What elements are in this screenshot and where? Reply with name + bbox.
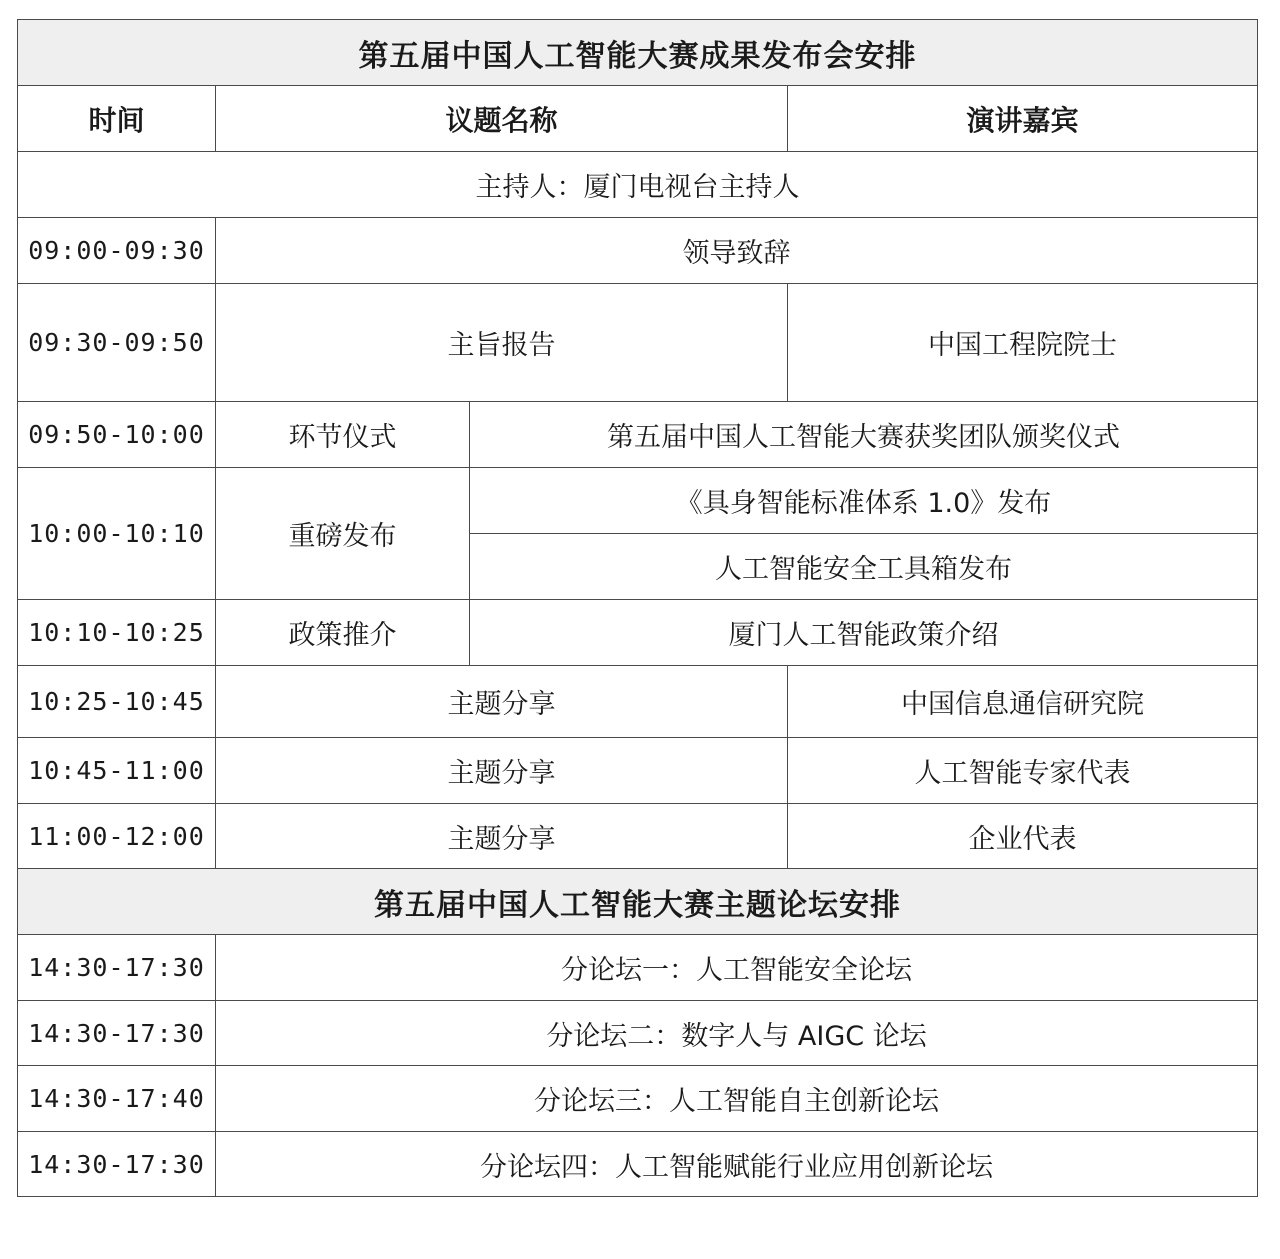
speaker-cell: 企业代表	[788, 804, 1258, 869]
item-cell: 第五届中国人工智能大赛获奖团队颁奖仪式	[470, 402, 1258, 468]
host-row	[18, 152, 1258, 218]
host-cell: 主持人：厦门电视台主持人	[18, 152, 1258, 218]
time-cell: 10:00-10:10	[18, 468, 216, 600]
time-cell: 10:45-11:00	[18, 738, 216, 804]
time-cell: 09:50-10:00	[18, 402, 216, 468]
item-cell: 厦门人工智能政策介绍	[470, 600, 1258, 666]
time-cell: 09:00-09:30	[18, 218, 216, 284]
topic-cell: 主题分享	[216, 804, 788, 869]
item-cell: 《具身智能标准体系 1.0》发布	[470, 468, 1258, 534]
table-row	[18, 1001, 1258, 1066]
header-topic: 议题名称	[216, 86, 788, 152]
time-cell: 10:10-10:25	[18, 600, 216, 666]
segment-cell: 重磅发布	[216, 468, 470, 600]
topic-cell: 主题分享	[216, 738, 788, 804]
topic-cell: 主旨报告	[216, 284, 788, 402]
topic-cell: 领导致辞	[216, 218, 1258, 284]
header-time: 时间	[18, 86, 216, 152]
table-row	[18, 468, 1258, 534]
schedule-sheet	[17, 19, 1258, 1197]
segment-cell: 环节仪式	[216, 402, 470, 468]
forum-name-cell: 分论坛四：人工智能赋能行业应用创新论坛	[216, 1132, 1258, 1197]
launch-title: 第五届中国人工智能大赛成果发布会安排	[18, 20, 1258, 86]
table-row	[18, 1066, 1258, 1132]
header-row	[18, 86, 1258, 152]
table-row	[18, 738, 1258, 804]
segment-cell: 政策推介	[216, 600, 470, 666]
table-row	[18, 935, 1258, 1001]
time-cell: 14:30-17:40	[18, 1066, 216, 1132]
table-row	[18, 804, 1258, 869]
speaker-cell: 中国信息通信研究院	[788, 666, 1258, 738]
table-row	[18, 1132, 1258, 1197]
time-cell: 14:30-17:30	[18, 935, 216, 1001]
time-cell: 14:30-17:30	[18, 1001, 216, 1066]
forum-name-cell: 分论坛一：人工智能安全论坛	[216, 935, 1258, 1001]
time-cell: 10:25-10:45	[18, 666, 216, 738]
table-row	[18, 284, 1258, 402]
table-row	[18, 402, 1258, 468]
speaker-cell: 人工智能专家代表	[788, 738, 1258, 804]
table-row	[18, 600, 1258, 666]
topic-cell: 主题分享	[216, 666, 788, 738]
launch-title-row	[18, 20, 1258, 86]
forum-name-cell: 分论坛二：数字人与 AIGC 论坛	[216, 1001, 1258, 1066]
forum-name-cell: 分论坛三：人工智能自主创新论坛	[216, 1066, 1258, 1132]
time-cell: 09:30-09:50	[18, 284, 216, 402]
forum-title-row	[18, 869, 1258, 935]
item-cell: 人工智能安全工具箱发布	[470, 534, 1258, 600]
table-row	[18, 218, 1258, 284]
header-speaker: 演讲嘉宾	[788, 86, 1258, 152]
time-cell: 11:00-12:00	[18, 804, 216, 869]
table-row	[18, 666, 1258, 738]
forum-title: 第五届中国人工智能大赛主题论坛安排	[18, 869, 1258, 935]
time-cell: 14:30-17:30	[18, 1132, 216, 1197]
speaker-cell: 中国工程院院士	[788, 284, 1258, 402]
schedule-table	[17, 19, 1258, 1197]
